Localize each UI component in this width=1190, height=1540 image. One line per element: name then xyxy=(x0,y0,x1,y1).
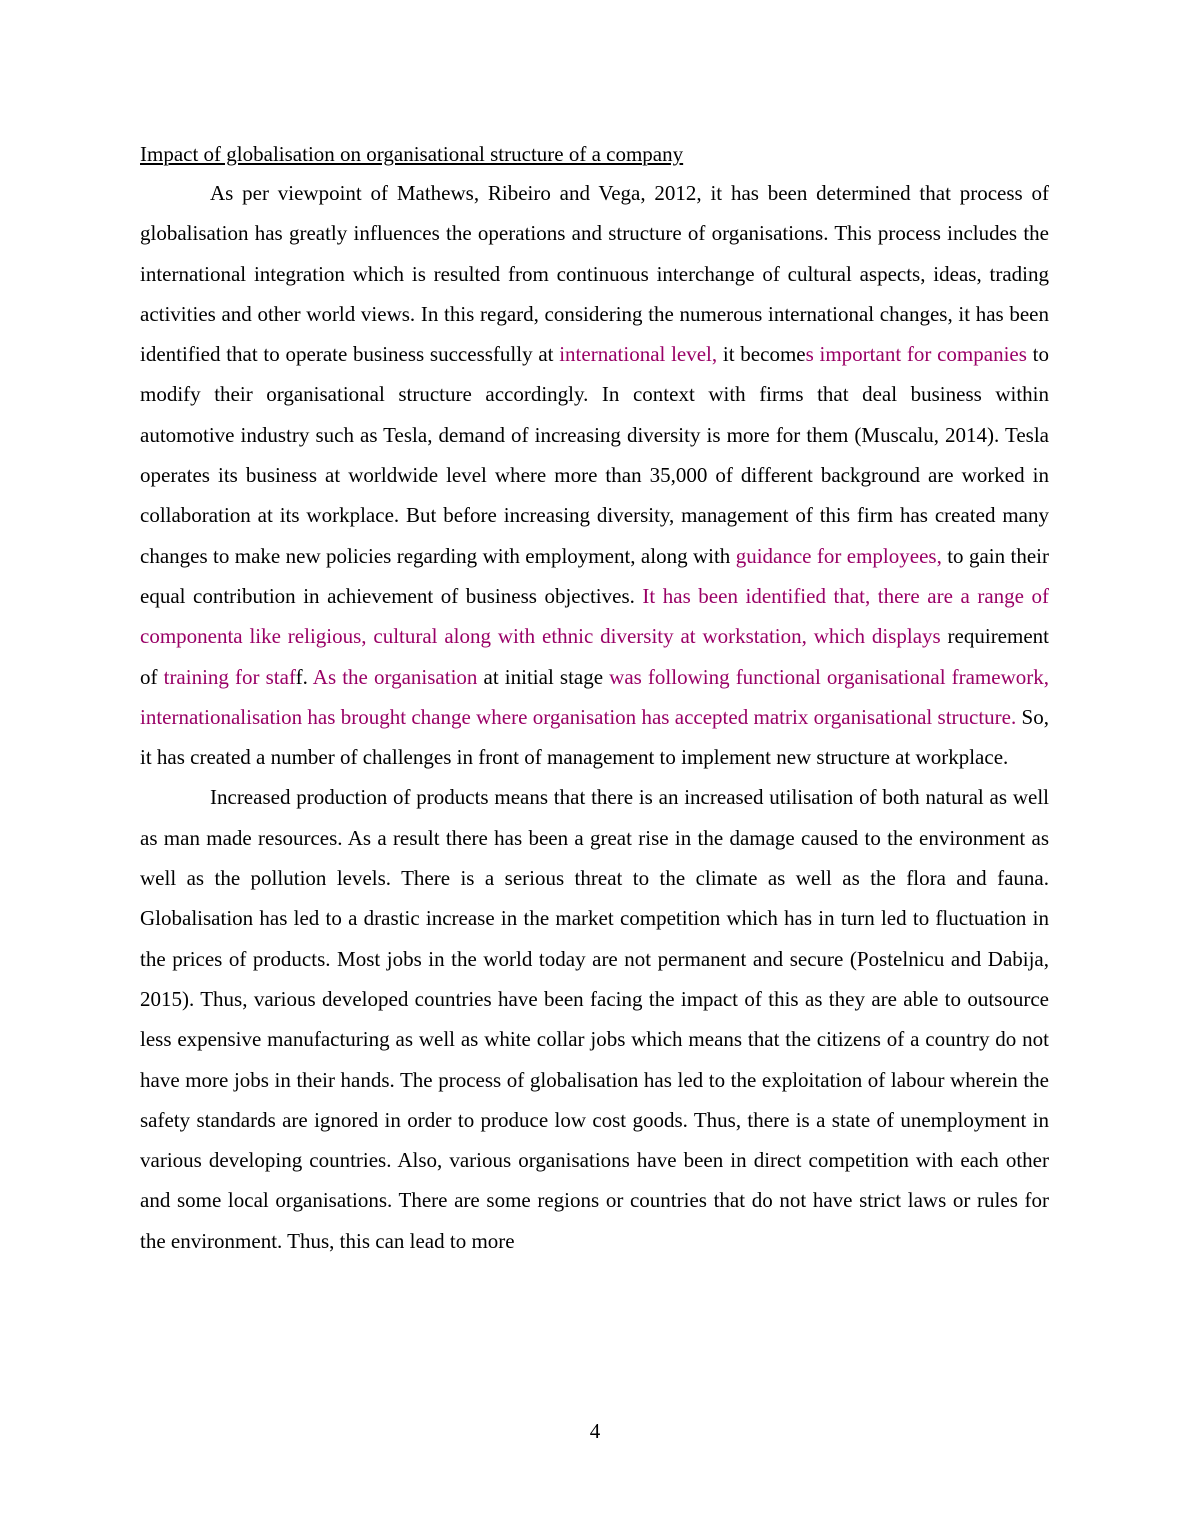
paragraph-production-impact: Increased production of products means that there is an increased utilisation of both natural as well as man made resources. As a result there has been a great rise in the damage caused to the environment as well as the pollution levels. There is a serious threat to the climate as well as the flora and fauna. Globalisation has led to a drastic increase in the market competition which has in turn led to fluctuation in the prices of products. Most jobs in the world today are not permanent and secure (Postelnicu and Dabija, 2015). Thus, various developed countries have been facing the impact of this as they are able to outsource less expensive manufacturing as well as white collar jobs which means that the citizens of a country do not have more jobs in their hands. The process of globalisation has led to the exploitation of labour wherein the safety standards are ignored in order to produce low cost goods. Thus, there is a state of unemployment in various developing countries. Also, various organisations have been in direct competition with each other and some local organisations. There are some regions or countries that do not have strict laws or rules for the environment. Thus, this can lead to more xyxy=(140,785,1049,1253)
highlighted-text: As the organisation xyxy=(312,664,478,689)
text-run: So, it has created a number of challenges in front of management to implement new structure at workplace. xyxy=(140,704,1049,770)
text-run: As per viewpoint of Mathews, Ribeiro and Vega, 2012, it has been determined that process of globalisation has greatly influences the operations and structure of organisations. This process includes the international integration which is resulted from continuous interchange of cultural aspects, ideas, trading activities and other world views. In this regard, considering the numerous international changes, it has been identified that to operate business successfully at xyxy=(140,181,1049,367)
highlighted-text: It has been identified that, there are a range of componenta like religious, cultural along with ethnic diversity at workstation, which displays xyxy=(140,583,1049,649)
text-run: it become xyxy=(717,342,806,367)
text-run: requirement of xyxy=(140,624,1049,689)
section-heading: Impact of globalisation on organisational structure of a company xyxy=(140,142,684,166)
page-number: 4 xyxy=(589,1419,601,1443)
paragraph-globalisation-structure xyxy=(140,173,1049,777)
highlighted-text: guidance for employees, xyxy=(735,543,942,568)
highlighted-text: s important for companies xyxy=(805,342,1027,367)
highlighted-text: training for staf xyxy=(163,664,296,689)
highlighted-text: international level, xyxy=(559,342,718,367)
text-run: to modify their organisational structure accordingly. In context with firms that deal business within automotive industry such as Tesla, demand of increasing diversity is more for them (Muscalu, 2014). Tesla operates its business at worldwide level where more than 35,000 of different background are worked in collaboration at its workplace. But before increasing diversity, management of this firm has created many changes to make new policies regarding with employment, along with xyxy=(140,342,1049,568)
highlighted-text: was following functional organisational framework, internationalisation has brought change where organisation has accepted matrix organisational structure. xyxy=(140,664,1050,729)
text-run: at initial stage xyxy=(477,664,610,689)
page-body xyxy=(140,137,1049,1261)
text-run: f. xyxy=(295,664,313,689)
text-run: to gain their equal contribution in achievement of business objectives. xyxy=(140,543,1049,608)
